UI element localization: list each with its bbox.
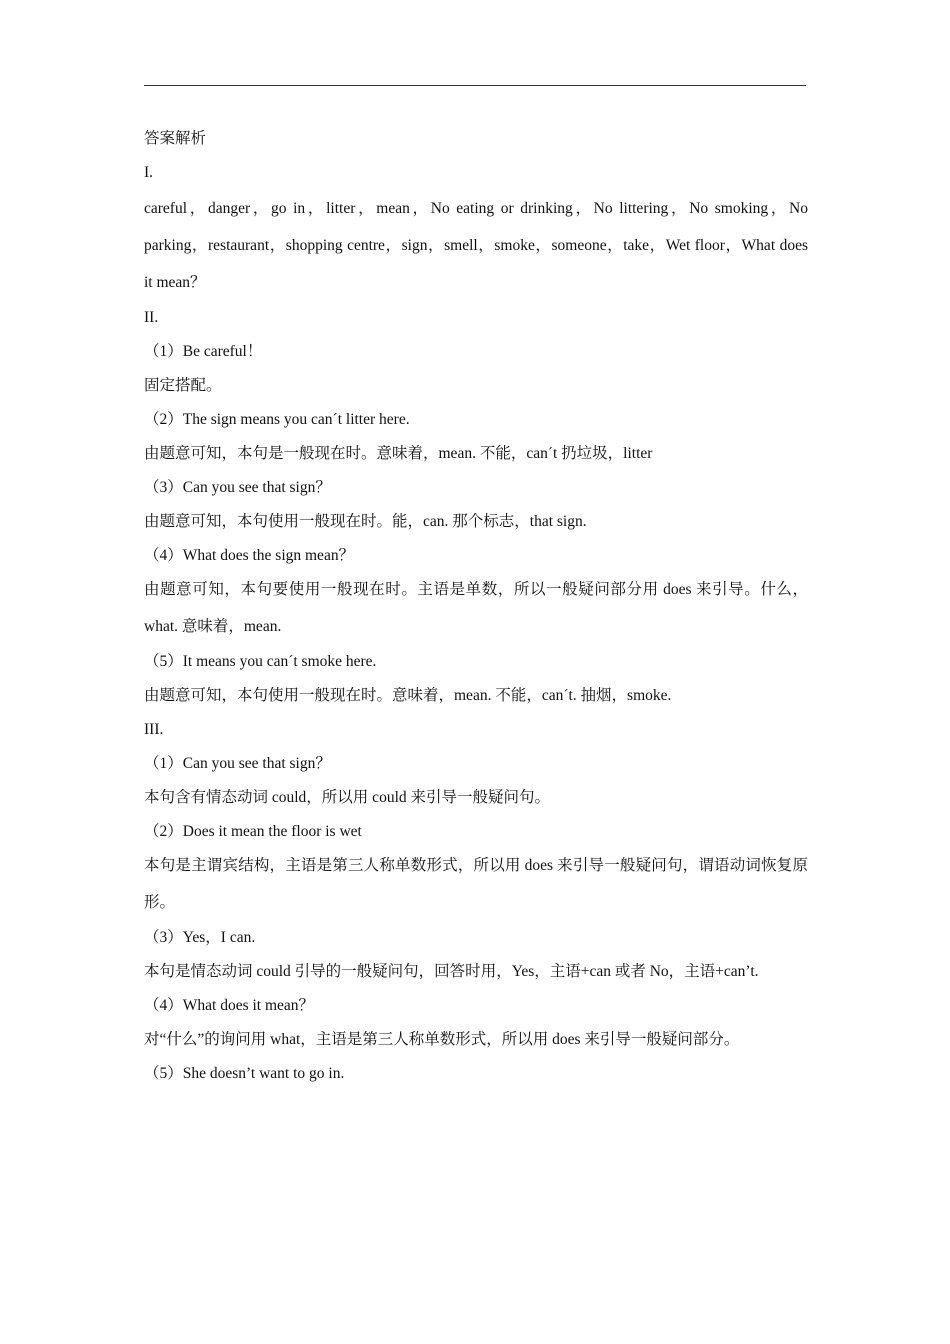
section-3-answer-2: （2）Does it mean the floor is wet: [144, 823, 362, 840]
section-3-explanation-4: 对“什么”的询问用 what，主语是第三人称单数形式，所以用 does 来引导一般疑问部分。: [144, 1031, 740, 1048]
section-3-answer-1: （1）Can you see that sign？: [144, 755, 331, 772]
section-2-answer-4: （4）What does the sign mean？: [144, 547, 355, 564]
section-2-answer-1: （1）Be careful！: [144, 343, 263, 360]
section-2-explanation-4: 由题意可知，本句要使用一般现在时。主语是单数，所以一般疑问部分用 does 来引导。什么，what. 意味着，mean.: [144, 581, 808, 635]
section-3-explanation-2: 本句是主谓宾结构，主语是第三人称单数形式，所以用 does 来引导一般疑问句，谓语动词恢复原形。: [144, 857, 808, 911]
section-1-word-list: careful，danger，go in，litter，mean，No eating or drinking，No littering，No smoking，No parking，restaurant，shopping centre，sign，smell，smoke，someone，take，Wet floor，What does it mean？: [144, 200, 808, 291]
section-2-explanation-5: 由题意可知，本句使用一般现在时。意味着，mean. 不能，can´t. 抽烟，smoke.: [144, 687, 672, 704]
section-3-answer-3: （3）Yes，I can.: [144, 929, 256, 946]
section-3-answer-5: （5）She doesn’t want to go in.: [144, 1065, 345, 1082]
section-2-explanation-3: 由题意可知，本句使用一般现在时。能，can. 那个标志，that sign.: [144, 513, 587, 530]
section-3-answer-4: （4）What does it mean？: [144, 997, 315, 1014]
section-3-heading: III.: [144, 721, 164, 738]
section-1-heading: I.: [144, 164, 154, 181]
section-2-explanation-2: 由题意可知，本句是一般现在时。意味着，mean. 不能，can´t 扔垃圾，litter: [144, 445, 653, 462]
section-2-explanation-1: 固定搭配。: [144, 377, 222, 394]
section-3-explanation-1: 本句含有情态动词 could，所以用 could 来引导一般疑问句。: [144, 789, 550, 806]
section-2-answer-3: （3）Can you see that sign？: [144, 479, 331, 496]
section-2-heading: II.: [144, 309, 159, 326]
page-title: 答案解析: [144, 130, 207, 147]
header-rule: [144, 85, 806, 86]
section-3-explanation-3: 本句是情态动词 could 引导的一般疑问句，回答时用，Yes，主语+can 或者 No，主语+can’t.: [144, 963, 759, 980]
section-2-answer-2: （2）The sign means you can´t litter here.: [144, 411, 410, 428]
answer-content: [144, 122, 808, 1091]
section-2-answer-5: （5）It means you can´t smoke here.: [144, 653, 377, 670]
